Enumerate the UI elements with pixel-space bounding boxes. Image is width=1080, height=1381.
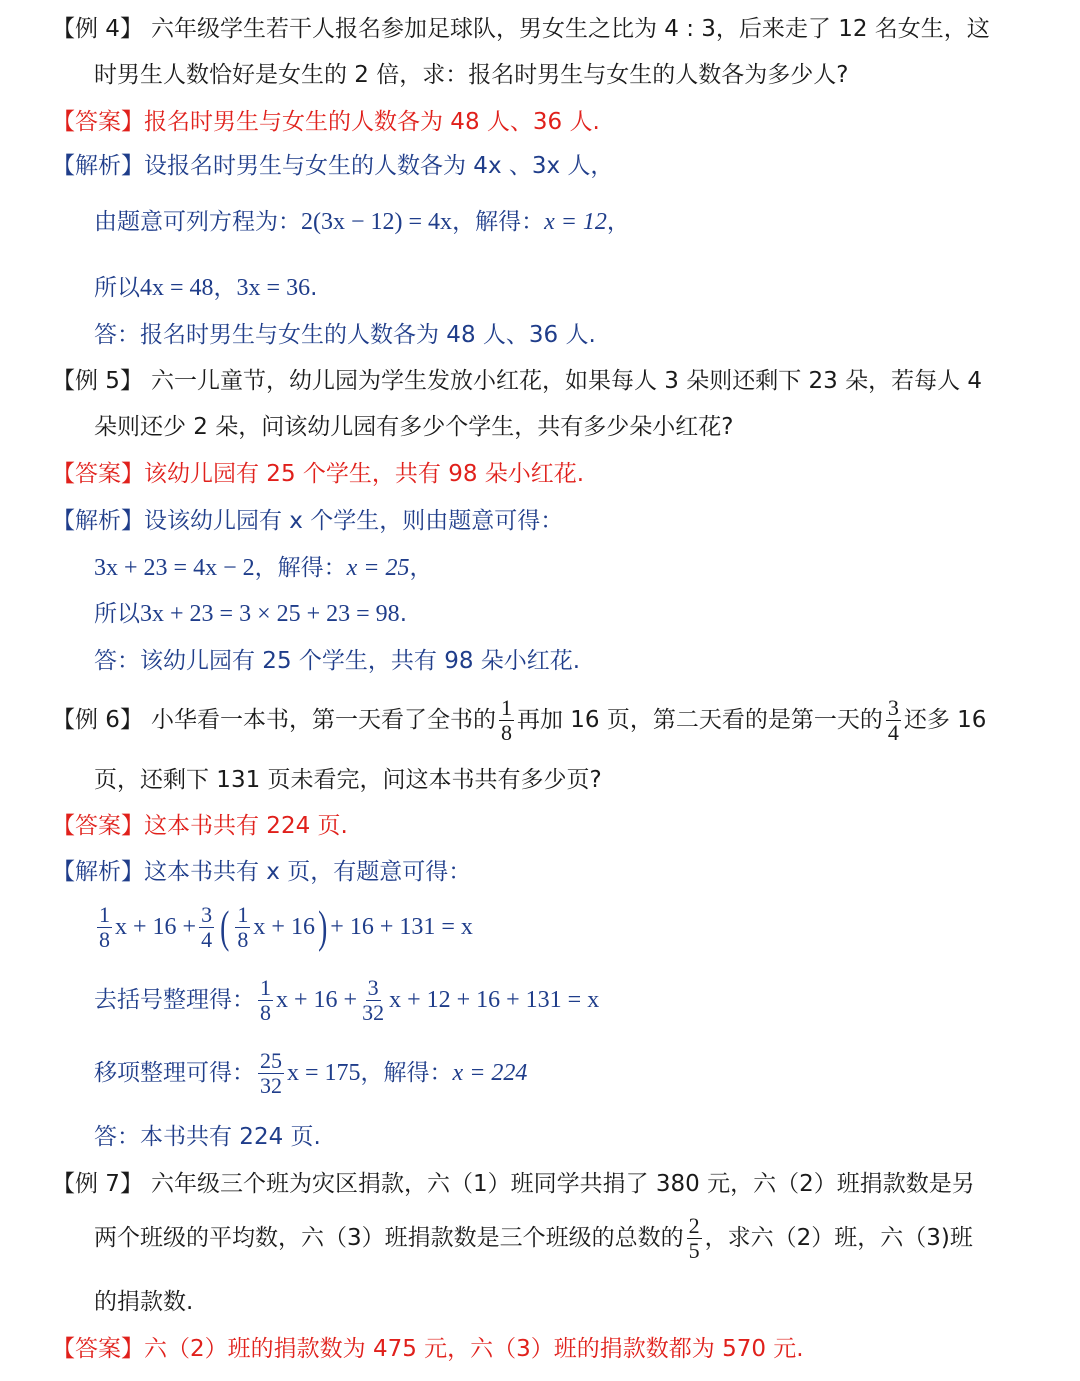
fraction-two-fifths: $\frac{2}{5}$ xyxy=(688,1212,700,1263)
example-6-equation-1: $\frac{1}{8}$ x + 16 + $\frac{3}{4}$ ( $\frac{1}{8}$ x + 16 ) + 16 + 131 = x xyxy=(99,901,473,952)
example-6-solution-intro: 【解析】 这本书共有 x 页，有题意可得： xyxy=(52,859,472,885)
example-label: 【例 7】 xyxy=(52,1171,143,1197)
example-6-question-line-1: 【例 6】 小华看一本书，第一天看了全书的 $\frac{1}{8}$ 再加 16 页，第二天看的是第一天的 $\frac{3}{4}$ 还多 16 xyxy=(52,694,987,745)
example-6-equation-3: 移项整理可得： $\frac{25}{32}$ x = 175 ，解得： x = 224 xyxy=(94,1047,528,1098)
example-7-answer: 【答案】 六（2）班的捐款数为 475 元，六（3）班的捐款数都为 570 元. xyxy=(52,1336,804,1362)
example-4-solution-step-1: 由题意可列方程为： 2(3x − 12) = 4x ，解得： x = 12 ， xyxy=(94,209,630,235)
example-label: 【例 6】 xyxy=(52,707,143,733)
example-5-question-line-2: 朵则还少 2 朵，问该幼儿园有多少个学生，共有多少朵小红花? xyxy=(94,414,734,440)
example-label: 【例 4】 xyxy=(52,16,143,42)
solution-label: 【解析】 xyxy=(52,153,144,179)
example-4-solution-step-2: 所以 4x = 48 ， 3x = 36 . xyxy=(94,275,318,301)
example-4-solution-intro: 【解析】 设报名时男生与女生的人数各为 4x 、3x 人， xyxy=(52,153,614,179)
example-4-conclusion: 答：报名时男生与女生的人数各为 48 人、36 人. xyxy=(94,322,596,348)
example-6-question-line-2: 页，还剩下 131 页未看完，问这本书共有多少页? xyxy=(94,767,602,793)
example-6-equation-2: 去括号整理得： $\frac{1}{8}$ x + 16 + $\frac{3}{32}$ x + 12 + 16 + 131 = x xyxy=(94,974,600,1025)
example-5-solution-intro: 【解析】 设该幼儿园有 x 个学生，则由题意可得： xyxy=(52,508,564,534)
example-6-conclusion: 答：本书共有 224 页. xyxy=(94,1124,321,1150)
answer-label: 【答案】 xyxy=(52,1336,144,1362)
example-7-question-line-2: 两个班级的平均数，六（3）班捐款数是三个班级的总数的 $\frac{2}{5}$ ，求六（2）班，六（3)班 xyxy=(94,1212,973,1263)
solution-label: 【解析】 xyxy=(52,859,144,885)
solution-label: 【解析】 xyxy=(52,508,144,534)
example-4-question-line-2: 时男生人数恰好是女生的 2 倍，求：报名时男生与女生的人数各为多少人? xyxy=(94,62,849,88)
example-4-question-line-1: 【例 4】 六年级学生若干人报名参加足球队，男女生之比为 4 : 3，后来走了 12 名女生，这 xyxy=(52,16,990,42)
example-7-question-line-1: 【例 7】 六年级三个班为灾区捐款，六（1）班同学共捐了 380 元，六（2）班捐款数是另 xyxy=(52,1171,975,1197)
fraction-one-eighth: $\frac{1}{8}$ xyxy=(500,694,512,745)
fraction-three-quarters: $\frac{3}{4}$ xyxy=(887,694,899,745)
answer-label: 【答案】 xyxy=(52,813,144,839)
answer-label: 【答案】 xyxy=(52,109,144,135)
example-5-solution-step-1: 3x + 23 = 4x − 2 ，解得： x = 25 ， xyxy=(94,555,433,581)
example-label: 【例 5】 xyxy=(52,368,143,394)
example-5-solution-step-2: 所以 3x + 23 = 3 × 25 + 23 = 98 . xyxy=(94,601,407,627)
example-7-question-line-3: 的捐款数. xyxy=(94,1289,194,1315)
example-5-answer: 【答案】 该幼儿园有 25 个学生，共有 98 朵小红花. xyxy=(52,461,585,487)
equation: 2(3x − 12) = 4x xyxy=(301,209,453,235)
example-5-conclusion: 答：该幼儿园有 25 个学生，共有 98 朵小红花. xyxy=(94,648,581,674)
answer-label: 【答案】 xyxy=(52,461,144,487)
example-4-answer: 【答案】 报名时男生与女生的人数各为 48 人、36 人. xyxy=(52,109,600,135)
example-6-answer: 【答案】 这本书共有 224 页. xyxy=(52,813,348,839)
example-5-question-line-1: 【例 5】 六一儿童节，幼儿园为学生发放小红花，如果每人 3 朵则还剩下 23 朵，若每人 4 xyxy=(52,368,983,394)
